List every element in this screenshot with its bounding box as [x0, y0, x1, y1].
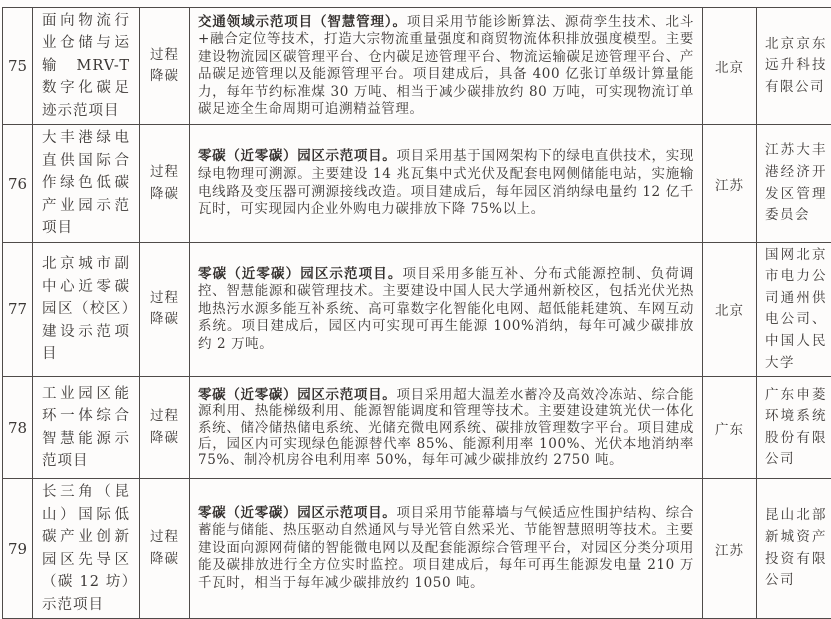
description-lead: 零碳（近零碳）园区示范项目。	[198, 266, 402, 282]
row-number: 77	[3, 242, 33, 377]
organization: 北京京东远升科技有限公司	[757, 8, 831, 125]
table-row	[3, 8, 831, 125]
province: 北京	[703, 8, 757, 125]
table-row	[3, 479, 831, 619]
carbon-reduction-type: 过程降碳	[140, 377, 190, 479]
organization: 昆山北部新城资产投资有限公司	[757, 479, 831, 619]
project-description	[190, 479, 703, 619]
province: 广东	[703, 377, 757, 479]
description-body: 项目采用节能诊断算法、源荷孪生技术、北斗+融合定位等技术，打造大宗物流重量强度和商贸物流体积排放强度模型。主要建设物流园区碳管理平台、仓内碳足迹管理平台、物流运输碳足迹管理平台、产品碳足迹管理以及能源管理平台。项目建成后，具备 400 亿张订单级计算量能力，每年节约标准煤 30 万吨、相当于减少碳排放约 80 万吨，可实现物流订单碳足迹全生命周期可追溯精益管理。	[198, 14, 694, 118]
project-description	[190, 125, 703, 242]
carbon-reduction-type: 过程降碳	[140, 125, 190, 242]
province: 江苏	[703, 479, 757, 619]
row-number: 76	[3, 125, 33, 242]
province: 北京	[703, 242, 757, 377]
organization: 江苏大丰港经济开发区管理委员会	[757, 125, 831, 242]
project-description	[190, 242, 703, 377]
project-name: 工业园区能环一体综合智慧能源示范项目	[33, 377, 140, 479]
project-name: 大丰港绿电直供国际合作绿色低碳产业园示范项目	[33, 125, 140, 242]
project-description	[190, 377, 703, 479]
description-lead: 零碳（近零碳）园区示范项目。	[198, 148, 396, 164]
description-body: 项目采用节能幕墙与气候适应性围护结构、综合蓄能与储能、热压驱动自然通风与导光管自然采光、节能智慧照明等技术。主要建设面向源网荷储的智能微电网以及配套能源综合管理平台，对园区分类分项用能及碳排放进行全方位实时监控。项目建成后，每年可再生能源发电量 210 万千瓦时，相当于每年减少碳排放约 1050 吨。	[198, 505, 694, 591]
organization: 广东申菱环境系统股份有限公司	[757, 377, 831, 479]
row-number: 75	[3, 8, 33, 125]
description-lead: 零碳（近零碳）园区示范项目。	[198, 505, 396, 521]
description-lead: 交通领域示范项目（智慧管理）。	[198, 14, 407, 30]
project-name: 北京城市副中心近零碳园区（校区）建设示范项目	[33, 242, 140, 377]
description-body: 项目采用多能互补、分布式能源控制、负荷调控、智慧能源和碳管理技术。主要建设中国人民大学通州新校区，包括光伏光热地热污水源多能互补系统、高可靠数字化智能化电网、超低能耗建筑、车网互动系统。项目建成后，园区内可实现可再生能源 100%消纳，每年可减少碳排放约 2 万吨。	[198, 266, 694, 352]
project-name: 面向物流行业仓储与运输MRV-T 数字化碳足迹示范项目	[33, 8, 140, 125]
project-name: 长三角（昆山）国际低碳产业创新园区先导区（碳 12 坊）示范项目	[33, 479, 140, 619]
table-row	[3, 377, 831, 479]
table-row	[3, 242, 831, 377]
projects-table	[2, 7, 831, 619]
table-row	[3, 125, 831, 242]
description-lead: 零碳（近零碳）园区示范项目。	[198, 387, 396, 403]
project-description	[190, 8, 703, 125]
province: 江苏	[703, 125, 757, 242]
description-body: 项目采用基于国网架构下的绿电直供技术，实现绿电物理可溯源。主要建设 14 兆瓦集中式光伏及配套电网侧储能电站，实施输电线路及变压器可溯源接线改造。项目建成后，每年园区消纳绿电量约 12 亿千瓦时，可实现园内企业外购电力碳排放下降 75%以上。	[198, 148, 694, 217]
carbon-reduction-type: 过程降碳	[140, 8, 190, 125]
organization: 国网北京市电力公司通州供电公司、中国人民大学	[757, 242, 831, 377]
row-number: 78	[3, 377, 33, 479]
carbon-reduction-type: 过程降碳	[140, 479, 190, 619]
row-number: 79	[3, 479, 33, 619]
document-page	[2, 7, 831, 619]
description-body: 项目采用超大温差水蓄冷及高效冷冻站、综合能源利用、热能梯级利用、能源智能调度和管理等技术。主要建设建筑光伏一体化系统、储冷储热储电系统、光储充微电网系统、碳排放管理数字平台。项目建成后，园区内可实现绿色能源替代率 85%、能源利用率 100%、光伏本地消纳率 75%、制冷机房谷电利用率 50%，每年可减少碳排放约 2750 吨。	[198, 387, 694, 468]
carbon-reduction-type: 过程降碳	[140, 242, 190, 377]
